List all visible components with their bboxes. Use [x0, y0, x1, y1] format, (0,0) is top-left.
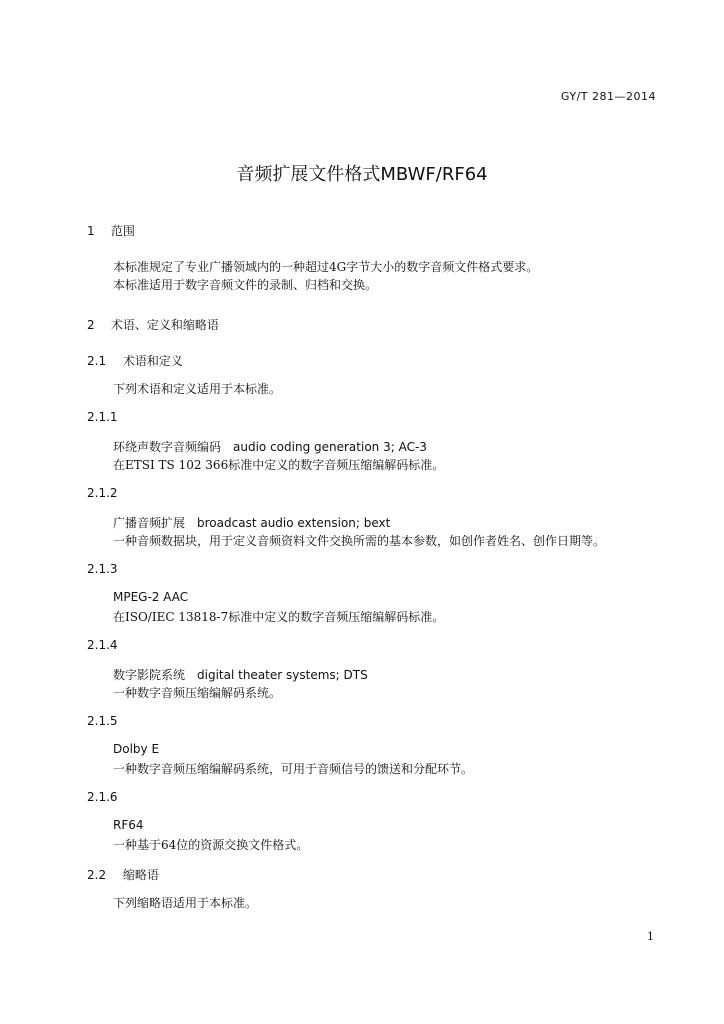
subsection-title: 术语和定义	[122, 354, 183, 368]
term-zh: Dolby E	[113, 742, 160, 756]
term-number: 2.1.4	[87, 638, 118, 652]
term-entry	[113, 514, 390, 531]
section-title: 术语、定义和缩略语	[110, 318, 219, 332]
section-number: 2	[87, 318, 95, 332]
term-entry	[113, 666, 368, 683]
term-zh: 环绕声数字音频编码	[113, 440, 222, 454]
term-number: 2.1.1	[87, 410, 118, 424]
subsection-title: 缩略语	[122, 868, 159, 882]
terms-intro: 下列术语和定义适用于本标准。	[113, 382, 282, 396]
subsection-2-2-heading	[87, 866, 159, 883]
scope-paragraph-1: 本标准规定了专业广播领域内的一种超过4G字节大小的数字音频文件格式要求。	[113, 260, 539, 274]
subsection-number: 2.2	[87, 868, 107, 882]
term-definition: 在ETSI TS 102 366标准中定义的数字音频压缩编解码标准。	[113, 458, 445, 472]
term-entry	[113, 742, 159, 756]
section-1-heading	[87, 222, 135, 239]
term-number: 2.1.5	[87, 714, 118, 728]
term-definition: 在ISO/IEC 13818-7标准中定义的数字音频压缩编解码标准。	[113, 610, 445, 624]
section-number: 1	[87, 224, 95, 238]
standard-code: GY/T 281—2014	[560, 90, 656, 103]
scope-paragraph-2: 本标准适用于数字音频文件的录制、归档和交换。	[113, 278, 378, 292]
term-definition: 一种基于64位的资源交换文件格式。	[113, 838, 309, 852]
section-2-heading	[87, 316, 219, 333]
term-zh: RF64	[113, 818, 144, 832]
term-zh: MPEG-2 AAC	[113, 590, 189, 604]
term-zh: 数字影院系统	[113, 668, 186, 682]
section-title: 范围	[110, 224, 135, 238]
term-entry	[113, 818, 144, 832]
term-definition: 一种数字音频压缩编解码系统，可用于音频信号的馈送和分配环节。	[113, 762, 474, 776]
term-definition: 一种数字音频压缩编解码系统。	[113, 686, 282, 700]
term-en: audio coding generation 3; AC-3	[233, 440, 427, 454]
term-entry	[113, 438, 427, 455]
abbreviations-intro: 下列缩略语适用于本标准。	[113, 896, 258, 910]
term-number: 2.1.2	[87, 486, 118, 500]
term-definition: 一种音频数据块，用于定义音频资料文件交换所需的基本参数，如创作者姓名、创作日期等。	[113, 534, 606, 548]
document-title: 音频扩展文件格式MBWF/RF64	[236, 164, 488, 185]
term-number: 2.1.6	[87, 790, 118, 804]
term-zh: 广播音频扩展	[113, 516, 186, 530]
subsection-2-1-heading	[87, 352, 183, 369]
page-number: 1	[647, 930, 654, 943]
term-entry	[113, 590, 188, 604]
term-en: digital theater systems; DTS	[197, 668, 368, 682]
subsection-number: 2.1	[87, 354, 107, 368]
term-en: broadcast audio extension; bext	[197, 516, 391, 530]
term-number: 2.1.3	[87, 562, 118, 576]
